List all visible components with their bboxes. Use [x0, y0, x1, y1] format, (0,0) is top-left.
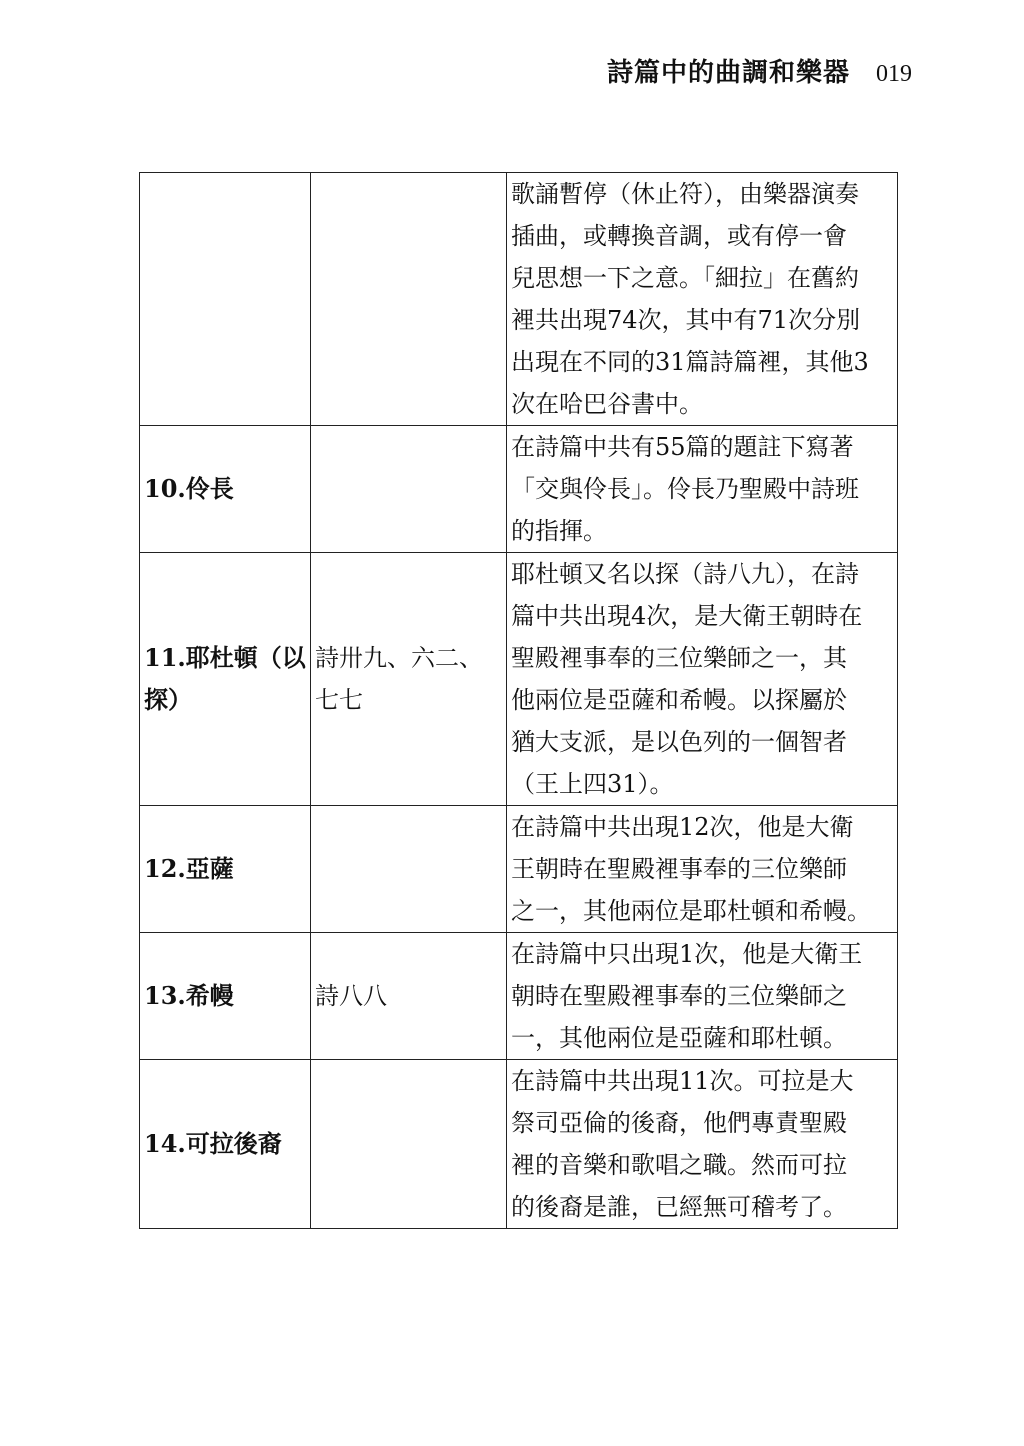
table-body	[140, 173, 898, 1229]
description-line: 他兩位是亞薩和希幔。以探屬於	[511, 686, 847, 714]
table-row	[140, 806, 898, 933]
description-line: 裡的音樂和歌唱之職。然而可拉	[511, 1151, 847, 1179]
description-cell	[507, 426, 898, 553]
reference-cell	[311, 426, 507, 553]
description-line: 在詩篇中只出現1次，他是大衛王	[511, 940, 863, 968]
description-cell	[507, 933, 898, 1060]
term-cell	[140, 173, 311, 426]
description-line: 在詩篇中共有55篇的題註下寫著	[511, 433, 854, 461]
description-line: 祭司亞倫的後裔，他們專責聖殿	[511, 1109, 847, 1137]
description-line: 出現在不同的31篇詩篇裡，其他3	[511, 348, 869, 376]
description-line: 「交與伶長」。伶長乃聖殿中詩班	[511, 475, 859, 503]
description-line: 在詩篇中共出現11次。可拉是大	[511, 1067, 854, 1095]
table-row	[140, 1060, 898, 1229]
description-line: 之一，其他兩位是耶杜頓和希幔。	[511, 897, 871, 925]
description-line: 猶大支派，是以色列的一個智者	[511, 728, 847, 756]
description-line: （王上四31）。	[511, 770, 674, 798]
reference-cell: 詩卅九、六二、七七	[311, 553, 507, 806]
description-line: 朝時在聖殿裡事奉的三位樂師之	[511, 982, 847, 1010]
reference-cell	[311, 1060, 507, 1229]
glossary-table	[139, 172, 898, 1229]
page-number: 019	[876, 61, 912, 87]
page-header	[607, 52, 912, 89]
description-line: 聖殿裡事奉的三位樂師之一，其	[511, 644, 847, 672]
term-cell: 11.耶杜頓（以探）	[140, 553, 311, 806]
description-line: 的指揮。	[511, 517, 607, 545]
description-line: 歌誦暫停（休止符），由樂器演奏	[511, 180, 859, 208]
description-line: 篇中共出現4次，是大衛王朝時在	[511, 602, 863, 630]
description-line: 耶杜頓又名以探（詩八九），在詩	[511, 560, 859, 588]
term-cell: 12.亞薩	[140, 806, 311, 933]
table-row	[140, 933, 898, 1060]
table-row	[140, 553, 898, 806]
reference-cell	[311, 806, 507, 933]
term-cell: 13.希幔	[140, 933, 311, 1060]
description-cell	[507, 173, 898, 426]
description-line: 兒思想一下之意。「細拉」在舊約	[511, 264, 859, 292]
reference-cell	[311, 173, 507, 426]
description-cell	[507, 553, 898, 806]
reference-cell: 詩八八	[311, 933, 507, 1060]
term-cell: 14.可拉後裔	[140, 1060, 311, 1229]
description-line: 裡共出現74次，其中有71次分別	[511, 306, 861, 334]
table-row	[140, 173, 898, 426]
description-line: 的後裔是誰，已經無可稽考了。	[511, 1193, 847, 1221]
description-line: 次在哈巴谷書中。	[511, 390, 703, 418]
table-row	[140, 426, 898, 553]
term-cell: 10.伶長	[140, 426, 311, 553]
running-title: 詩篇中的曲調和樂器	[606, 58, 850, 88]
description-line: 王朝時在聖殿裡事奉的三位樂師	[511, 855, 847, 883]
description-line: 一，其他兩位是亞薩和耶杜頓。	[511, 1024, 847, 1052]
description-cell	[507, 1060, 898, 1229]
description-line: 在詩篇中共出現12次，他是大衛	[511, 813, 854, 841]
description-line: 插曲，或轉換音調，或有停一會	[511, 222, 847, 250]
description-cell	[507, 806, 898, 933]
